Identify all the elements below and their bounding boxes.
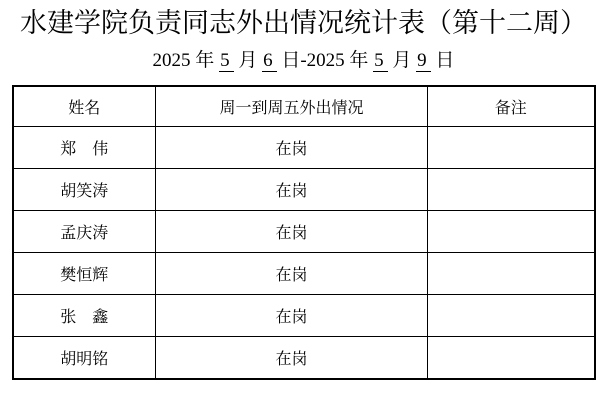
page-title: 水建学院负责同志外出情况统计表（第十二周）: [20, 8, 587, 38]
name-cell: 胡笑涛: [13, 169, 156, 211]
column-header: 备注: [428, 86, 595, 127]
table-row: [13, 211, 595, 253]
date-text: 月: [233, 50, 263, 72]
name-cell: 樊恒辉: [13, 253, 156, 295]
column-header: 周一到周五外出情况: [156, 86, 428, 127]
date-text: 月: [387, 50, 417, 72]
remark-cell: [428, 295, 595, 337]
status-cell: 在岗: [156, 253, 428, 295]
status-cell: 在岗: [156, 337, 428, 380]
remark-cell: [428, 211, 595, 253]
name-cell: 孟庆涛: [13, 211, 156, 253]
attendance-table: [12, 85, 596, 380]
date-text: 日: [430, 50, 455, 72]
date-range: [0, 50, 607, 73]
remark-cell: [428, 169, 595, 211]
date-underlined-value: 5: [373, 51, 388, 72]
remark-cell: [428, 127, 595, 169]
name-cell: 郑 伟: [13, 127, 156, 169]
name-cell: 张 鑫: [13, 295, 156, 337]
table-row: [13, 253, 595, 295]
date-underlined-value: 6: [262, 51, 277, 72]
date-text: 日-2025 年: [276, 50, 374, 72]
status-cell: 在岗: [156, 169, 428, 211]
column-header: 姓名: [13, 86, 156, 127]
date-underlined-value: 5: [219, 51, 234, 72]
status-cell: 在岗: [156, 211, 428, 253]
name-cell: 胡明铭: [13, 337, 156, 380]
table-row: [13, 169, 595, 211]
table-row: [13, 337, 595, 380]
table-row: [13, 295, 595, 337]
table-row: [13, 127, 595, 169]
remark-cell: [428, 253, 595, 295]
status-cell: 在岗: [156, 127, 428, 169]
date-text: 2025 年: [152, 50, 220, 72]
status-cell: 在岗: [156, 295, 428, 337]
remark-cell: [428, 337, 595, 380]
document-page: [0, 7, 607, 417]
date-underlined-value: 9: [416, 51, 431, 72]
table-header-row: [13, 86, 595, 127]
